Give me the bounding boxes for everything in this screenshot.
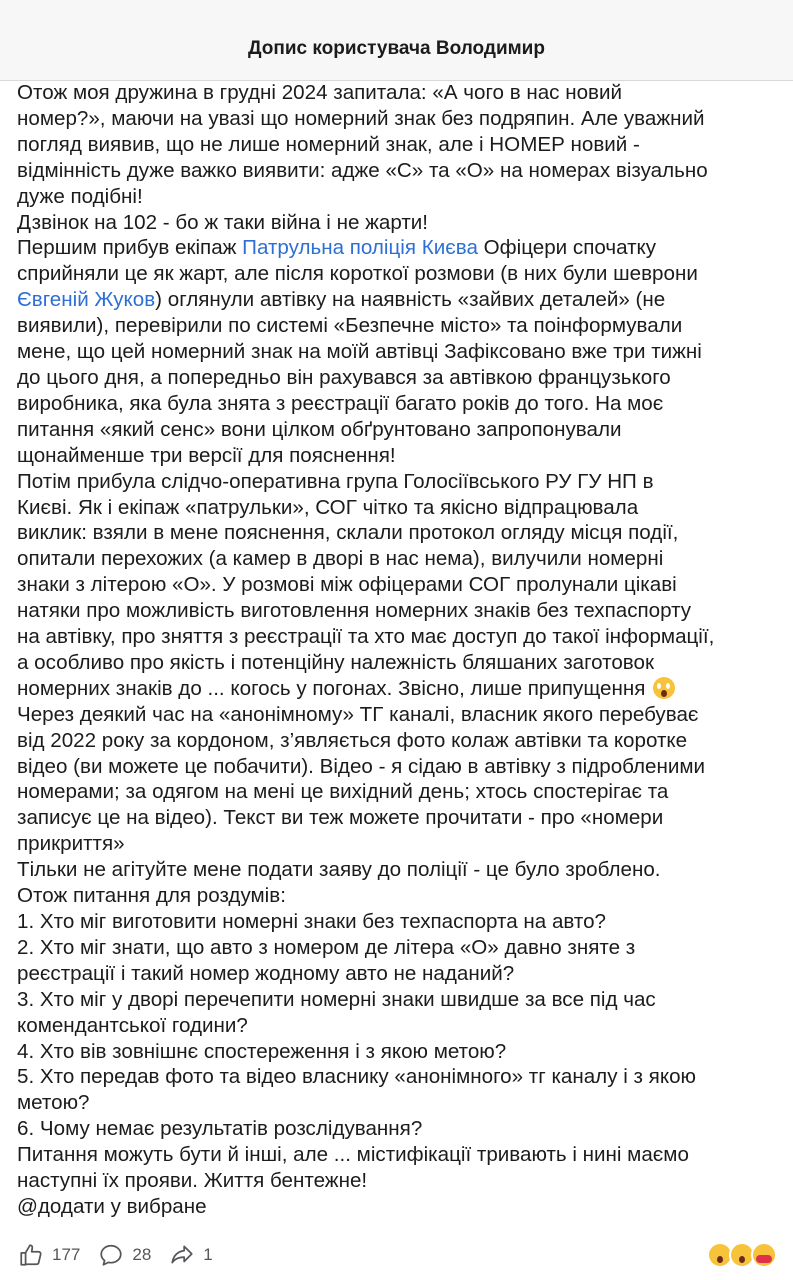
post-line: дуже подібні! — [17, 184, 143, 208]
post-line: 1. Хто міг виготовити номерні знаки без техпаспорта на авто? — [17, 910, 607, 933]
post-line: а особливо про якість і потенційну належність бляшаних заготовок — [17, 650, 654, 674]
share-arrow-icon — [169, 1242, 195, 1268]
post-line: сприйняли це як жарт, але після короткої розмови (в них були шеврони — [17, 262, 698, 286]
post-line: погляд виявив, що не лише номерний знак, але і НОМЕР новий - — [17, 132, 640, 156]
post-line: відмінність дуже важко виявити: адже «С» та «О» на номерах візуально — [17, 158, 708, 182]
patrol-police-link[interactable]: Патрульна поліція Києва — [242, 236, 478, 260]
post-line: 2. Хто міг знати, що авто з номером де літера «О» давно зняте з — [17, 935, 636, 959]
post-line: мене, що цей номерний знак на моїй автівці Зафіксовано вже три тижні — [17, 340, 702, 364]
person-mention-link[interactable]: Євгеній Жуков — [17, 288, 156, 312]
comment-bubble-icon — [98, 1242, 124, 1268]
post-text: Першим прибув екіпаж — [17, 236, 243, 260]
post-line: метою? — [17, 1091, 90, 1115]
post-line: натяки про можливість виготовлення номерних знаків без техпаспорту — [17, 599, 692, 623]
post-text: номерних знаків до ... когось у погонах. Звісно, лише припущення — [17, 676, 646, 700]
header-bar — [0, 0, 793, 81]
post-line: питання «який сенс» вони цілком обґрунтовано запропонували — [17, 417, 622, 441]
post-line: прикриття» — [17, 832, 125, 856]
post-line: 6. Чому немає результатів розслідування? — [17, 1117, 423, 1141]
post-line: знаки з літерою «О». У розмові між офіцерами СОГ пролунали цікаві — [17, 573, 677, 597]
post-line: @додати у вибране — [17, 1194, 207, 1218]
post-line: Отож моя дружина в грудні 2024 запитала: «А чого в нас новий — [17, 81, 622, 104]
share-count: 1 — [203, 1245, 213, 1264]
post-line: Питання можуть бути й інші, але ... містифікації тривають і нині маємо — [17, 1143, 689, 1167]
post-line: Києві. Як і екіпаж «патрульки», СОГ чітко та якісно відпрацювала — [17, 495, 639, 519]
post-line: номер?», маючи на увазі що номерний знак без подряпин. Але уважний — [17, 106, 705, 130]
post-line: 4. Хто вів зовнішнє спостереження і з якою метою? — [17, 1039, 507, 1063]
post-line: щонайменше три версії для пояснення! — [17, 443, 396, 467]
post-line: Через деякий час на «анонімному» ТГ каналі, власник якого перебуває — [17, 702, 699, 726]
post-line: реєстрації і такий номер жодному авто не наданий? — [17, 961, 515, 985]
post-line: 3. Хто міг у дворі перечепити номерні знаки швидше за все під час — [17, 987, 656, 1011]
post-line: 5. Хто передав фото та відео власнику «анонімного» тг каналу і з якою — [17, 1065, 696, 1089]
post-text: ) оглянули автівку на наявність «зайвих деталей» (не — [155, 288, 666, 312]
post-text: Офіцери спочатку — [477, 236, 657, 260]
post-line: Дзвінок на 102 - бо ж таки війна і не жарти! — [17, 210, 429, 234]
post-line: на автівку, про зняття з реєстрації та хто має доступ до такої інформації, — [17, 625, 715, 649]
comment-button[interactable] — [98, 1242, 151, 1268]
share-button[interactable] — [169, 1242, 212, 1268]
post-line: опитали перехожих (а камер в дворі в нас нема), вилучили номерні — [17, 547, 664, 571]
post-line: до цього дня, а попередньо він рахувався за автівкою французького — [17, 365, 671, 389]
post-line: Отож питання для роздумів: — [17, 884, 286, 908]
thumbs-up-icon — [18, 1242, 44, 1268]
like-button[interactable] — [18, 1242, 80, 1268]
page-title: Допис користувача Володимир — [248, 38, 545, 59]
post-line: наступні їх прояви. Життя бентежне! — [17, 1169, 368, 1193]
post-line — [17, 235, 785, 261]
care-reaction-icon — [751, 1242, 777, 1268]
post-line: номерами; за одягом на мені це вихідний день; хтось спостерігає та — [17, 780, 669, 804]
post-line — [17, 676, 785, 702]
comment-count: 28 — [132, 1245, 152, 1264]
post-line — [17, 287, 785, 313]
post-line: Тільки не агітуйте мене подати заяву до поліції - це було зроблено. — [17, 858, 661, 882]
post-line: виробника, яка була знята з реєстрації багато років до того. На моє — [17, 391, 664, 415]
screaming-face-icon — [653, 677, 675, 699]
post-line: Потім прибула слідчо-оперативна група Голосіївського РУ ГУ НП в — [17, 469, 654, 493]
post-line: від 2022 року за кордоном, з’являється фото колаж автівки та коротке — [17, 728, 688, 752]
post-line: виявили), перевірили по системі «Безпечне місто» та поінформували — [17, 314, 683, 338]
reactions-summary[interactable] — [711, 1242, 777, 1268]
post-line: комендантської години? — [17, 1013, 248, 1037]
post-line: відео (ви можете це побачити). Відео - я сідаю в автівку з підробленими — [17, 754, 706, 778]
post-line: записує це на відео). Текст ви теж можете прочитати - про «номери — [17, 806, 664, 830]
post-body — [17, 80, 785, 1220]
post-actions-bar — [0, 1230, 793, 1280]
post-line: виклик: взяли в мене пояснення, склали протокол огляду місця події, — [17, 521, 679, 545]
like-count: 177 — [52, 1245, 81, 1264]
